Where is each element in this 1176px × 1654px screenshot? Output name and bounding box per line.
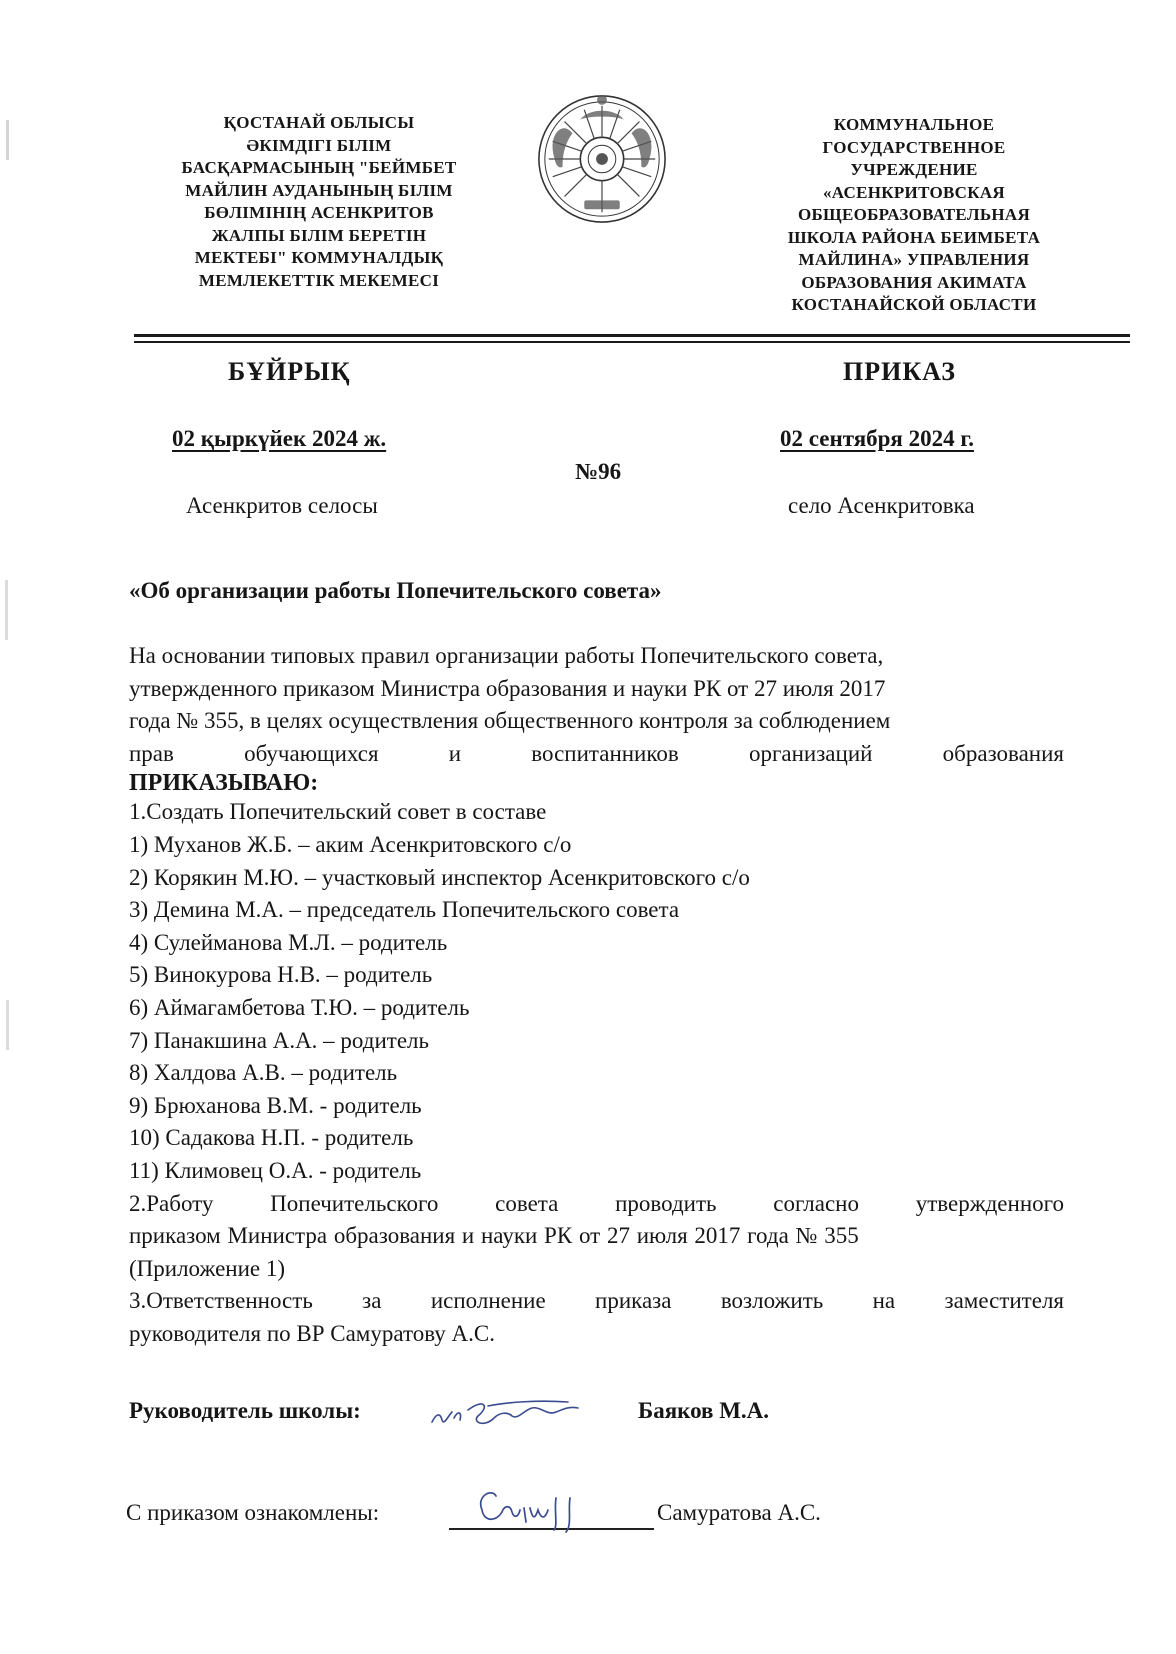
director-signature [428,1388,598,1436]
order-date-kz: 02 қыркүйек 2024 ж. [172,426,387,451]
order-title-ru: ПРИКАЗ [843,357,957,386]
order-place-ru: село Асенкритовка [788,493,975,518]
acknowledgement-label: С приказом ознакомлены: [126,1500,380,1525]
header-kz-line: МЕМЛЕКЕТТІК МЕКЕМЕСІ [198,270,440,290]
item3-line: 3.Ответственность за исполнение приказа возложить на заместителя [129,1288,1064,1314]
item2-line: приказом Министра образования и науки РК от 27 июля 2017 года № 355 [129,1223,859,1249]
item2-line: 2.Работу Попечительского совета проводить согласно утвержденного [129,1190,1064,1216]
order-title-kz: БҰЙРЫҚ [228,357,351,386]
header-ru-line: КОСТАНАЙСКОЙ ОБЛАСТИ [791,295,1037,314]
signature-name: Баяков М.А. [638,1398,770,1423]
header-kz-organization [160,112,478,292]
member-item: 3) Демина М.А. – председатель Попечительского совета [129,897,680,923]
header-divider-thin [134,341,1130,343]
member-item: 1) Муханов Ж.Б. – аким Асенкритовского с/о [129,831,572,857]
member-item: 2) Корякин М.Ю. – участковый инспектор Асенкритовского с/о [129,864,750,890]
header-kz-line: ЖАЛПЫ БІЛІМ БЕРЕТІН [211,225,427,245]
header-kz-line: БӨЛІМІНІҢ АСЕНКРИТОВ [204,203,434,222]
header-divider-thick [134,334,1130,337]
preamble-line: года № 355, в целях осуществления общественного контроля за соблюдением [129,708,891,734]
order-place-kz: Асенкритов селосы [186,493,378,518]
header-kz-line: ӘКІМДІГІ БІЛІМ [246,135,392,155]
header-ru-line: КОММУНАЛЬНОЕ [833,115,995,134]
member-item: 7) Панакшина А.А. – родитель [129,1027,429,1053]
member-item: 11) Климовец О.А. - родитель [129,1157,422,1183]
header-ru-line: УЧРЕЖДЕНИЕ [850,160,978,179]
kazakhstan-emblem-icon [533,90,671,228]
member-item: 10) Садакова Н.П. - родитель [129,1125,414,1151]
member-item: 8) Халдова А.В. – родитель [129,1060,398,1086]
order-word: ПРИКАЗЫВАЮ: [129,770,319,797]
member-item: 5) Винокурова Н.В. – родитель [129,962,433,988]
order-date-ru: 02 сентября 2024 г. [780,426,974,451]
member-item: 6) Аймагамбетова Т.Ю. – родитель [129,994,470,1020]
header-ru-line: ГОСУДАРСТВЕННОЕ [822,137,1006,157]
preamble-line: прав обучающихся и воспитанников организаций образования [129,740,1064,766]
scan-artifact [6,1000,9,1050]
acknowledgement-signature [474,1482,614,1534]
preamble-line: утвержденного приказом Министра образования и науки РК от 27 июля 2017 [129,675,886,701]
header-ru-line: ШКОЛА РАЙОНА БЕИМБЕТА [787,227,1041,247]
order-number: №96 [575,459,622,484]
acknowledgement-name: Самуратова А.С. [657,1500,821,1525]
item1-intro: 1.Создать Попечительский совет в составе [129,799,547,825]
header-kz-line: МЕКТЕБІ" КОММУНАЛДЫҚ [194,248,444,267]
order-subject: «Об организации работы Попечительского совета» [129,578,662,603]
header-ru-line: ОБЩЕОБРАЗОВАТЕЛЬНАЯ [797,205,1031,224]
header-kz-line: БАСҚАРМАСЫНЫҢ "БЕЙМБЕТ [181,158,457,177]
item3-line: руководителя по ВР Самуратову А.С. [129,1320,496,1346]
item2-line: (Приложение 1) [129,1255,286,1281]
signature-label: Руководитель школы: [129,1398,361,1423]
preamble-line: На основании типовых правил организации работы Попечительского совета, [129,643,884,668]
member-item: 9) Брюханова В.М. - родитель [129,1092,422,1118]
header-kz-line: МАЙЛИН АУДАНЫНЫҢ БІЛІМ [185,180,453,200]
header-ru-organization [755,114,1073,317]
header-ru-line: «АСЕНКРИТОВСКАЯ [822,182,1006,202]
scan-artifact [6,120,9,160]
header-ru-line: ОБРАЗОВАНИЯ АКИМАТА [801,272,1027,292]
header-kz-line: ҚОСТАНАЙ ОБЛЫСЫ [223,113,415,132]
header-ru-line: МАЙЛИНА» УПРАВЛЕНИЯ [798,250,1030,269]
scan-artifact [5,580,8,640]
order-body [129,640,1064,1350]
member-item: 4) Сулейманова М.Л. – родитель [129,929,448,955]
